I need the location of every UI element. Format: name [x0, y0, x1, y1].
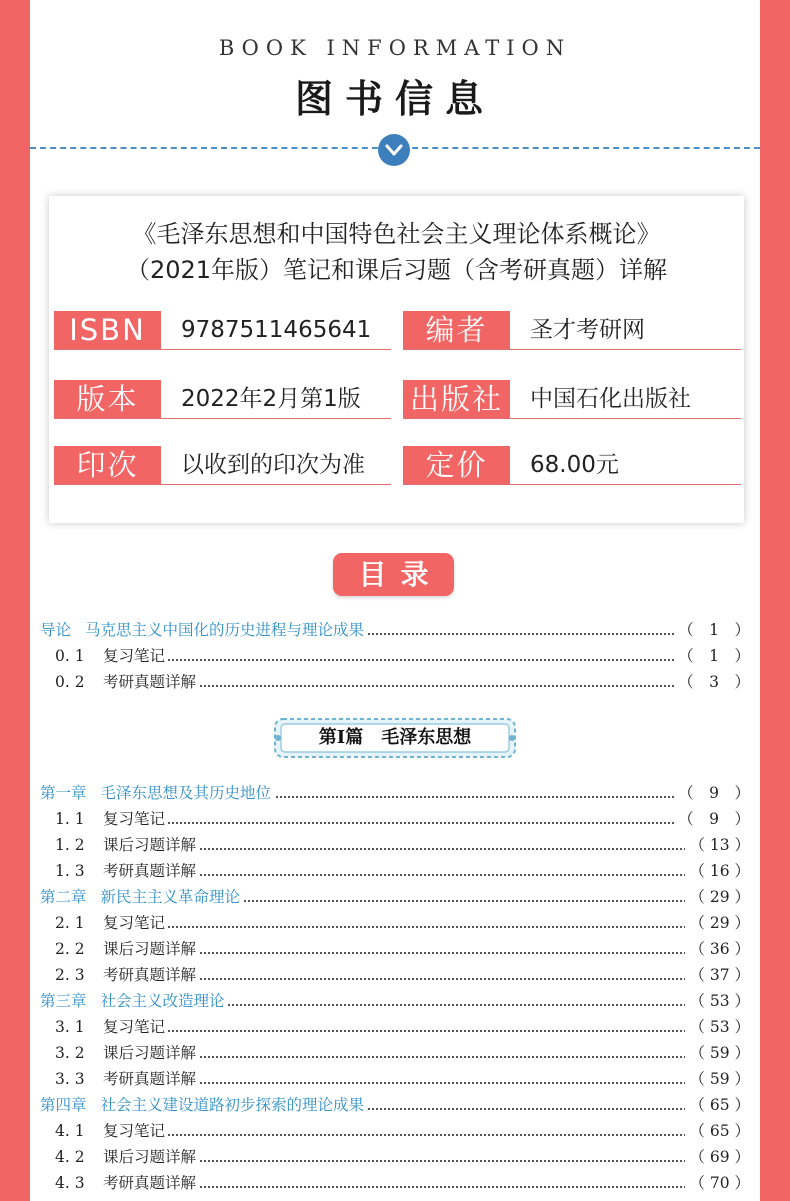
toc-sub-row — [55, 1172, 750, 1194]
toc-sub-title: 考研真题详解 — [103, 1174, 197, 1192]
price-label: 定价 — [403, 446, 510, 484]
toc-sub-page: （ 9 ） — [674, 808, 750, 830]
page-panel — [30, 0, 760, 1201]
toc-chapter-title: 新民主主义革命理论 — [100, 888, 241, 906]
header-chinese-title: 图书信息 — [294, 77, 495, 121]
editor-value: 圣才考研网 — [530, 317, 645, 343]
toc-sub-row — [55, 1042, 750, 1064]
toc-title-badge: 目录 — [333, 553, 454, 596]
toc-sub-page: （ 16 ） — [685, 860, 750, 882]
print-field — [54, 446, 391, 485]
toc-sub-page: （ 1 ） — [674, 645, 750, 667]
toc-sub-title: 考研真题详解 — [103, 673, 197, 691]
isbn-value: 9787511465641 — [181, 317, 372, 343]
toc-chapter-page: （ 29 ） — [685, 886, 750, 908]
toc-sub-row — [55, 938, 750, 960]
isbn-field — [54, 311, 391, 350]
toc-sub-number: 3. 1 — [55, 1018, 85, 1036]
book-info-card — [49, 196, 744, 523]
toc-sub-page: （ 3 ） — [674, 671, 750, 693]
toc-sub-number: 2. 2 — [55, 940, 85, 958]
print-label: 印次 — [54, 446, 161, 484]
toc-chapter-number: 第三章 — [40, 992, 87, 1010]
toc-chapter-page: （ 53 ） — [685, 990, 750, 1012]
toc-sub-number: 2. 3 — [55, 966, 85, 984]
toc-sub-row — [55, 645, 750, 667]
toc-sub-row — [55, 671, 750, 693]
toc-sub-number: 1. 3 — [55, 862, 85, 880]
toc-sub-page: （ 70 ） — [685, 1172, 750, 1194]
print-value: 以收到的印次为准 — [181, 452, 365, 478]
toc-sub-title: 课后习题详解 — [103, 1044, 197, 1062]
toc-chapter-row — [40, 1094, 750, 1116]
toc-sub-title: 课后习题详解 — [103, 1148, 197, 1166]
toc-sub-row — [55, 834, 750, 856]
toc-sub-title: 复习笔记 — [103, 1122, 166, 1140]
toc-sub-title: 复习笔记 — [103, 647, 166, 665]
toc-chapter-title: 社会主义建设道路初步探索的理论成果 — [100, 1096, 365, 1114]
toc-intro-page: （ 1 ） — [674, 619, 750, 641]
book-title-line1: 《毛泽东思想和中国特色社会主义理论体系概论》 — [132, 220, 661, 248]
toc-sub-title: 复习笔记 — [103, 810, 166, 828]
toc-sub-number: 4. 2 — [55, 1148, 85, 1166]
toc-chapter-row — [40, 886, 750, 908]
toc-sub-page: （ 36 ） — [685, 938, 750, 960]
toc-sub-page: （ 69 ） — [685, 1146, 750, 1168]
price-field — [403, 446, 741, 485]
toc-chapter-row — [40, 990, 750, 1012]
toc-chapter-row — [40, 782, 750, 804]
toc-sub-number: 1. 2 — [55, 836, 85, 854]
header-english-title: BOOK INFORMATION — [218, 36, 572, 60]
editor-label: 编者 — [403, 311, 510, 349]
part-banner — [272, 716, 518, 760]
toc-sub-number: 4. 1 — [55, 1122, 85, 1140]
toc-intro-title: 马克思主义中国化的历史进程与理论成果 — [85, 621, 365, 639]
toc-chapter-number: 第二章 — [40, 888, 87, 906]
toc-sub-page: （ 29 ） — [685, 912, 750, 934]
chevron-down-icon — [378, 134, 410, 166]
toc-sub-row — [55, 1016, 750, 1038]
toc-sub-page: （ 37 ） — [685, 964, 750, 986]
toc-sub-number: 1. 1 — [55, 810, 85, 828]
toc-sub-row — [55, 964, 750, 986]
toc-sub-title: 考研真题详解 — [103, 1070, 197, 1088]
publisher-field — [403, 380, 741, 419]
toc-sub-number: 3. 3 — [55, 1070, 85, 1088]
toc-chapter-page: （ 9 ） — [674, 782, 750, 804]
toc-sub-row — [55, 860, 750, 882]
toc-sub-number: 0. 2 — [55, 673, 85, 691]
toc-chapter-title: 社会主义改造理论 — [100, 992, 225, 1010]
publisher-label: 出版社 — [403, 380, 510, 418]
toc-intro-row — [40, 619, 750, 641]
toc-sub-title: 考研真题详解 — [103, 862, 197, 880]
toc-sub-row — [55, 1068, 750, 1090]
toc-sub-page: （ 65 ） — [685, 1120, 750, 1142]
isbn-label: ISBN — [54, 311, 161, 349]
publisher-value: 中国石化出版社 — [530, 386, 691, 412]
part-title: 第Ⅰ篇 毛泽东思想 — [318, 727, 472, 748]
toc-sub-number: 4. 3 — [55, 1174, 85, 1192]
toc-sub-page: （ 59 ） — [685, 1068, 750, 1090]
toc-chapter-page: （ 65 ） — [685, 1094, 750, 1116]
toc-sub-page: （ 53 ） — [685, 1016, 750, 1038]
toc-sub-number: 3. 2 — [55, 1044, 85, 1062]
price-value: 68.00元 — [530, 452, 619, 478]
toc-sub-title: 课后习题详解 — [103, 940, 197, 958]
toc-sub-row — [55, 1120, 750, 1142]
toc-sub-row — [55, 912, 750, 934]
toc-intro-number: 导论 — [40, 621, 72, 639]
toc-sub-page: （ 13 ） — [685, 834, 750, 856]
toc-sub-title: 复习笔记 — [103, 914, 166, 932]
toc-sub-row — [55, 1146, 750, 1168]
toc-chapter-number: 第四章 — [40, 1096, 87, 1114]
toc-sub-page: （ 59 ） — [685, 1042, 750, 1064]
toc-sub-title: 复习笔记 — [103, 1018, 166, 1036]
toc-chapter-number: 第一章 — [40, 784, 87, 802]
edition-label: 版本 — [54, 380, 161, 418]
edition-value: 2022年2月第1版 — [181, 386, 361, 412]
toc-sub-title: 课后习题详解 — [103, 836, 197, 854]
toc-sub-number: 0. 1 — [55, 647, 85, 665]
edition-field — [54, 380, 391, 419]
toc-sub-number: 2. 1 — [55, 914, 85, 932]
toc-sub-title: 考研真题详解 — [103, 966, 197, 984]
toc-chapter-title: 毛泽东思想及其历史地位 — [100, 784, 272, 802]
book-title-line2: （2021年版）笔记和课后习题（含考研真题）详解 — [125, 256, 668, 284]
toc-sub-row — [55, 808, 750, 830]
editor-field — [403, 311, 741, 350]
